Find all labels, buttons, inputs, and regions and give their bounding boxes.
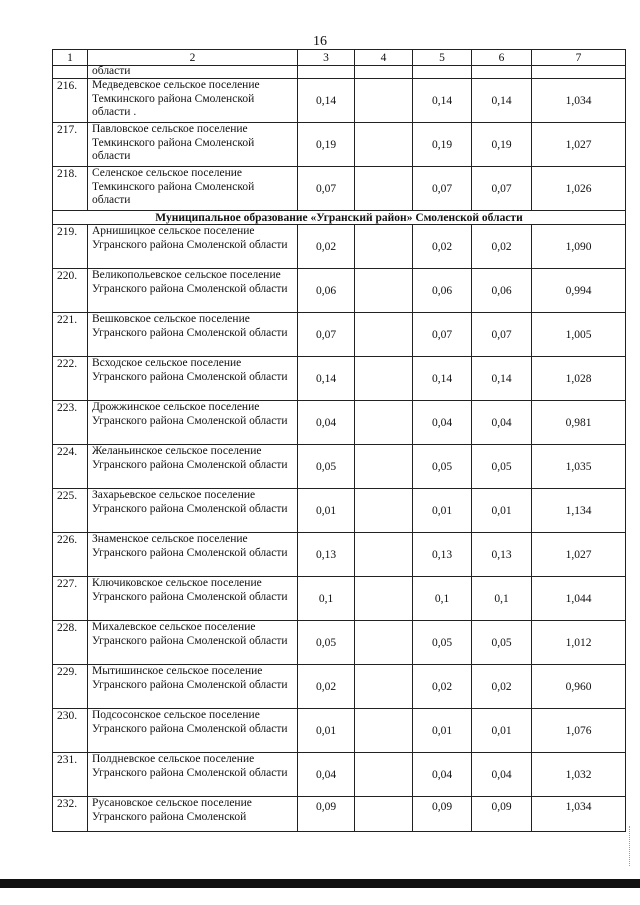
value-col-4 bbox=[355, 621, 413, 665]
value-col-7: 1,026 bbox=[532, 167, 626, 211]
value-col-3: 0,13 bbox=[298, 533, 355, 577]
value-col-4 bbox=[355, 123, 413, 167]
table-row bbox=[53, 269, 626, 313]
scan-edge-mark bbox=[629, 826, 632, 866]
value-col-7: 1,032 bbox=[532, 753, 626, 797]
value-col-3: 0,09 bbox=[298, 797, 355, 832]
data-table bbox=[52, 49, 626, 832]
value-col-4 bbox=[355, 533, 413, 577]
value-col-3: 0,14 bbox=[298, 357, 355, 401]
value-col-4 bbox=[355, 577, 413, 621]
row-number: 228. bbox=[53, 621, 88, 665]
value-col-3: 0,04 bbox=[298, 401, 355, 445]
settlement-name: Михалевское сельское поселение Угранского района Смоленской области bbox=[88, 621, 298, 665]
value-col-4 bbox=[355, 489, 413, 533]
row-number: 225. bbox=[53, 489, 88, 533]
value-col-3: 0,1 bbox=[298, 577, 355, 621]
value-col-7: 0,960 bbox=[532, 665, 626, 709]
row-number: 220. bbox=[53, 269, 88, 313]
settlement-name: Русановское сельское поселение Угранского района Смоленской bbox=[88, 797, 298, 832]
settlement-name: Медведевское сельское поселение Темкинского района Смоленской области . bbox=[88, 79, 298, 123]
settlement-name: Великопольевское сельское поселение Угранского района Смоленской области bbox=[88, 269, 298, 313]
row-number: 216. bbox=[53, 79, 88, 123]
value-col-5: 0,02 bbox=[413, 225, 472, 269]
table-row bbox=[53, 489, 626, 533]
value-col-3: 0,06 bbox=[298, 269, 355, 313]
table-row bbox=[53, 753, 626, 797]
value-col-5: 0,04 bbox=[413, 753, 472, 797]
value-col-3: 0,07 bbox=[298, 167, 355, 211]
value-col-6: 0,13 bbox=[472, 533, 532, 577]
value-col-4 bbox=[355, 709, 413, 753]
header-cell: 1 bbox=[53, 50, 88, 66]
value-col-5: 0,07 bbox=[413, 313, 472, 357]
value-col-6: 0,19 bbox=[472, 123, 532, 167]
section-title: Муниципальное образование «Угранский район» Смоленской области bbox=[53, 211, 626, 225]
section-row bbox=[53, 211, 626, 225]
continued-text: области bbox=[88, 66, 298, 79]
row-number: 232. bbox=[53, 797, 88, 832]
row-number: 226. bbox=[53, 533, 88, 577]
table-row bbox=[53, 709, 626, 753]
continued-row bbox=[53, 66, 626, 79]
row-number: 231. bbox=[53, 753, 88, 797]
settlement-name: Знаменское сельское поселение Угранского района Смоленской области bbox=[88, 533, 298, 577]
value-col-3: 0,07 bbox=[298, 313, 355, 357]
value-col-7: 1,028 bbox=[532, 357, 626, 401]
value-col-3: 0,01 bbox=[298, 489, 355, 533]
header-cell: 5 bbox=[413, 50, 472, 66]
settlement-name: Захарьевское сельское поселение Угранского района Смоленской области bbox=[88, 489, 298, 533]
value-col-5: 0,14 bbox=[413, 79, 472, 123]
value-col-4 bbox=[355, 79, 413, 123]
table-row bbox=[53, 621, 626, 665]
table-row bbox=[53, 533, 626, 577]
table-row bbox=[53, 665, 626, 709]
value-col-7: 1,034 bbox=[532, 797, 626, 832]
table-row bbox=[53, 313, 626, 357]
table-row bbox=[53, 79, 626, 123]
value-col-6: 0,01 bbox=[472, 709, 532, 753]
value-col-6: 0,04 bbox=[472, 753, 532, 797]
value-col-3: 0,14 bbox=[298, 79, 355, 123]
row-number: 219. bbox=[53, 225, 88, 269]
value-col-6: 0,1 bbox=[472, 577, 532, 621]
value-col-5: 0,01 bbox=[413, 489, 472, 533]
page-number: 16 bbox=[313, 34, 327, 49]
settlement-name: Подсосонское сельское поселение Угранского района Смоленской области bbox=[88, 709, 298, 753]
value-col-5: 0,1 bbox=[413, 577, 472, 621]
settlement-name: Всходское сельское поселение Угранского района Смоленской области bbox=[88, 357, 298, 401]
table-row bbox=[53, 357, 626, 401]
value-col-3: 0,02 bbox=[298, 225, 355, 269]
value-col-5: 0,05 bbox=[413, 621, 472, 665]
value-col-4 bbox=[355, 401, 413, 445]
value-col-7: 1,027 bbox=[532, 533, 626, 577]
value-col-6: 0,09 bbox=[472, 797, 532, 832]
value-col-6: 0,14 bbox=[472, 79, 532, 123]
value-col-6: 0,06 bbox=[472, 269, 532, 313]
settlement-name: Желаньинское сельское поселение Угранского района Смоленской области bbox=[88, 445, 298, 489]
value-col-7: 1,005 bbox=[532, 313, 626, 357]
table-row bbox=[53, 401, 626, 445]
row-number: 223. bbox=[53, 401, 88, 445]
value-col-7: 1,034 bbox=[532, 79, 626, 123]
value-col-6: 0,07 bbox=[472, 313, 532, 357]
settlement-name: Арнишицкое сельское поселение Угранского района Смоленской области bbox=[88, 225, 298, 269]
value-col-4 bbox=[355, 269, 413, 313]
header-cell: 4 bbox=[355, 50, 413, 66]
header-cell: 3 bbox=[298, 50, 355, 66]
value-col-6: 0,05 bbox=[472, 445, 532, 489]
settlement-name: Ключиковское сельское поселение Угранского района Смоленской области bbox=[88, 577, 298, 621]
value-col-6: 0,07 bbox=[472, 167, 532, 211]
settlement-name: Павловское сельское поселение Темкинского района Смоленской области bbox=[88, 123, 298, 167]
settlement-name: Полдневское сельское поселение Угранского района Смоленской области bbox=[88, 753, 298, 797]
value-col-3: 0,05 bbox=[298, 621, 355, 665]
value-col-6: 0,02 bbox=[472, 225, 532, 269]
table-row bbox=[53, 797, 626, 832]
value-col-7: 1,044 bbox=[532, 577, 626, 621]
value-col-5: 0,05 bbox=[413, 445, 472, 489]
value-col-6: 0,05 bbox=[472, 621, 532, 665]
header-cell: 7 bbox=[532, 50, 626, 66]
value-col-3: 0,04 bbox=[298, 753, 355, 797]
row-number: 229. bbox=[53, 665, 88, 709]
table-row bbox=[53, 577, 626, 621]
table-row bbox=[53, 445, 626, 489]
settlement-name: Селенское сельское поселение Темкинского района Смоленской области bbox=[88, 167, 298, 211]
value-col-3: 0,05 bbox=[298, 445, 355, 489]
value-col-3: 0,02 bbox=[298, 665, 355, 709]
header-cell: 6 bbox=[472, 50, 532, 66]
value-col-5: 0,04 bbox=[413, 401, 472, 445]
value-col-5: 0,14 bbox=[413, 357, 472, 401]
header-cell: 2 bbox=[88, 50, 298, 66]
row-number: 230. bbox=[53, 709, 88, 753]
value-col-7: 0,981 bbox=[532, 401, 626, 445]
row-number: 221. bbox=[53, 313, 88, 357]
value-col-6: 0,14 bbox=[472, 357, 532, 401]
header-row bbox=[53, 50, 626, 66]
scan-bottom-bar bbox=[0, 879, 640, 888]
value-col-7: 1,076 bbox=[532, 709, 626, 753]
value-col-4 bbox=[355, 225, 413, 269]
value-col-5: 0,02 bbox=[413, 665, 472, 709]
value-col-7: 1,035 bbox=[532, 445, 626, 489]
value-col-7: 1,012 bbox=[532, 621, 626, 665]
value-col-7: 1,090 bbox=[532, 225, 626, 269]
row-number: 224. bbox=[53, 445, 88, 489]
value-col-5: 0,09 bbox=[413, 797, 472, 832]
value-col-7: 1,134 bbox=[532, 489, 626, 533]
value-col-4 bbox=[355, 753, 413, 797]
value-col-4 bbox=[355, 445, 413, 489]
value-col-5: 0,06 bbox=[413, 269, 472, 313]
value-col-5: 0,13 bbox=[413, 533, 472, 577]
settlement-name: Дрожжинское сельское поселение Угранского района Смоленской области bbox=[88, 401, 298, 445]
value-col-4 bbox=[355, 167, 413, 211]
table-row bbox=[53, 123, 626, 167]
value-col-6: 0,02 bbox=[472, 665, 532, 709]
value-col-3: 0,01 bbox=[298, 709, 355, 753]
settlement-name: Вешковское сельское поселение Угранского района Смоленской области bbox=[88, 313, 298, 357]
row-number: 217. bbox=[53, 123, 88, 167]
value-col-6: 0,01 bbox=[472, 489, 532, 533]
settlement-name: Мытишинское сельское поселение Угранского района Смоленской области bbox=[88, 665, 298, 709]
value-col-5: 0,07 bbox=[413, 167, 472, 211]
value-col-7: 1,027 bbox=[532, 123, 626, 167]
value-col-5: 0,19 bbox=[413, 123, 472, 167]
value-col-5: 0,01 bbox=[413, 709, 472, 753]
row-number: 222. bbox=[53, 357, 88, 401]
value-col-4 bbox=[355, 797, 413, 832]
value-col-4 bbox=[355, 665, 413, 709]
value-col-4 bbox=[355, 357, 413, 401]
value-col-3: 0,19 bbox=[298, 123, 355, 167]
table-row bbox=[53, 225, 626, 269]
row-number: 227. bbox=[53, 577, 88, 621]
value-col-7: 0,994 bbox=[532, 269, 626, 313]
value-col-4 bbox=[355, 313, 413, 357]
row-number: 218. bbox=[53, 167, 88, 211]
table-row bbox=[53, 167, 626, 211]
value-col-6: 0,04 bbox=[472, 401, 532, 445]
